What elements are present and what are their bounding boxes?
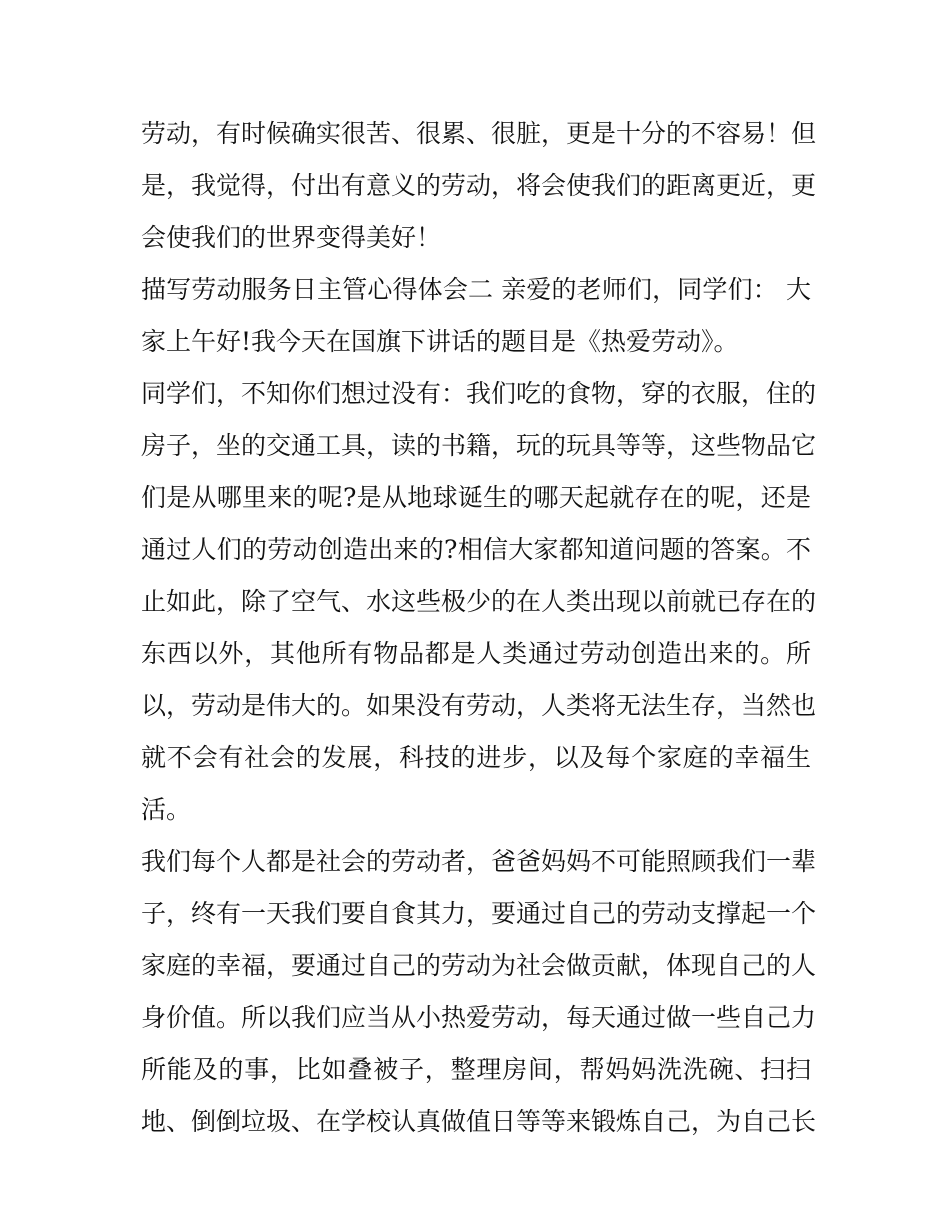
text-line: 以，劳动是伟大的。如果没有劳动，人类将无法生存，当然也	[141, 691, 817, 720]
text-line: 子，终有一天我们要自食其力，要通过自己的劳动支撑起一个	[141, 899, 817, 928]
text-line: 地、倒倒垃圾、在学校认真做值日等等来锻炼自己，为自己长	[141, 1107, 817, 1136]
text-line: 就不会有社会的发展，科技的进步，以及每个家庭的幸福生	[141, 743, 811, 772]
text-line: 是，我觉得，付出有意义的劳动，将会使我们的距离更近，更	[141, 171, 817, 200]
text-line: 通过人们的劳动创造出来的?相信大家都知道问题的答案。不	[141, 535, 811, 564]
text-line: 描写劳动服务日主管心得体会二 亲爱的老师们，同学们： 大	[141, 275, 811, 304]
text-line: 们是从哪里来的呢?是从地球诞生的哪天起就存在的呢，还是	[141, 483, 811, 512]
text-line: 东西以外，其他所有物品都是人类通过劳动创造出来的。所	[141, 639, 811, 668]
text-line: 家庭的幸福，要通过自己的劳动为社会做贡献，体现自己的人	[141, 951, 817, 980]
text-line: 活。	[141, 795, 192, 824]
text-line: 止如此，除了空气、水这些极少的在人类出现以前就已存在的	[141, 587, 817, 616]
text-line: 我们每个人都是社会的劳动者，爸爸妈妈不可能照顾我们一辈	[141, 847, 817, 876]
text-line: 所能及的事，比如叠被子，整理房间，帮妈妈洗洗碗、扫扫	[141, 1055, 811, 1084]
text-line: 身价值。所以我们应当从小热爱劳动，每天通过做一些自己力	[141, 1003, 817, 1032]
text-line: 同学们，不知你们想过没有：我们吃的食物，穿的衣服，住的	[141, 379, 817, 408]
text-line: 劳动，有时候确实很苦、很累、很脏，更是十分的不容易！但	[141, 119, 817, 148]
text-line: 会使我们的世界变得美好！	[141, 223, 442, 252]
text-line: 房子，坐的交通工具，读的书籍，玩的玩具等等，这些物品它	[141, 431, 817, 460]
text-line: 家上午好!我今天在国旗下讲话的题目是《热爱劳动》。	[141, 327, 739, 356]
document-body	[141, 108, 817, 1148]
